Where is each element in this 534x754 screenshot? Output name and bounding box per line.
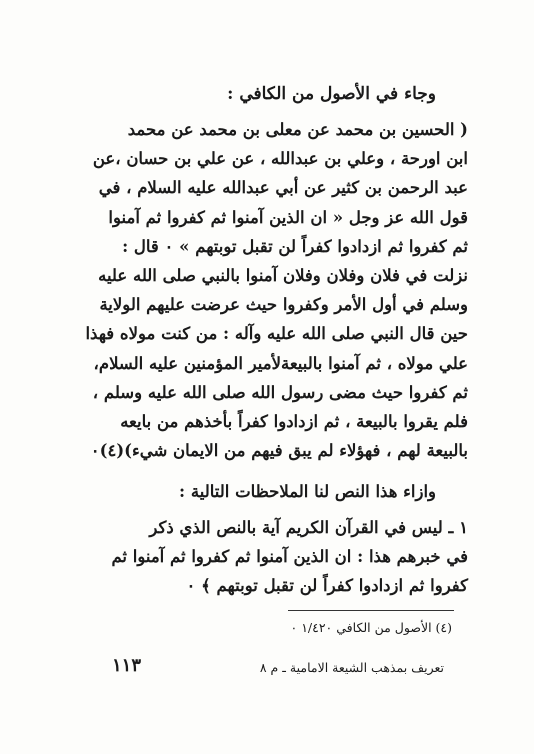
remarks-heading: وازاء هذا النص لنا الملاحظات التالية : — [179, 482, 436, 501]
remark-point-1 — [68, 513, 468, 601]
quote-line: قول الله عز وجل « ان الذين آمنوا ثم كفروا ثم آمنوا — [108, 207, 468, 227]
quote-line: عبد الرحمن بن كثير عن أبي عبدالله عليه السلام ، في — [98, 178, 468, 198]
quote-line: نزلت في فلان وفلان وفلان آمنوا بالنبي صلى الله عليه — [98, 265, 468, 285]
point-line: كفروا ثم ازدادوا كفراً لن تقبل توبتهم ﴾ ٠ — [186, 576, 468, 596]
quote-line: ثم كفروا حيث مضى رسول الله صلى الله عليه وسلم ، — [92, 382, 468, 402]
running-footer: تعريف بمذهب الشيعة الامامية ـ م ٨ — [259, 660, 444, 675]
quote-line: علي مولاه ، ثم آمنوا بالبيعةلأمير المؤمنين عليه السلام، — [93, 353, 468, 373]
quote-line: ابن اورحة ، وعلي بن عبدالله ، عن علي بن حسان ،عن — [92, 149, 468, 169]
quote-line: وسلم في أول الأمر وكفروا حيث عرضت عليهم الولاية — [99, 295, 468, 315]
footnote-divider — [288, 610, 454, 611]
quote-line: ثم كفروا ثم ازدادوا كفراً لن تقبل توبتهم » ٠ قال : — [122, 236, 468, 256]
point-line: ١ ـ ليس في القرآن الكريم آية بالنص الذي ذكر — [149, 518, 468, 537]
quote-line: بالبيعة لهم ، فهؤلاء لم يبق فيهم من الايمان شيء)(٤)٠ — [90, 441, 468, 461]
point-line: في خبرهم هذا : ان الذين آمنوا ثم كفروا ثم آمنوا ثم — [111, 547, 468, 567]
quote-line: فلم يقروا بالبيعة ، ثم ازدادوا كفراً بأخذهم من بايعه — [120, 411, 468, 431]
hadith-quote — [68, 115, 468, 465]
quote-line: حين قال النبي صلى الله عليه وآله : من كنت مولاه فهذا — [85, 324, 468, 344]
page-number: ١١٣ — [112, 655, 142, 676]
footnote: (٤) الأصول من الكافي ١/٤٢٠ ٠ — [290, 620, 452, 635]
section-heading: وجاء في الأصول من الكافي : — [227, 84, 436, 104]
quote-line: ( الحسين بن محمد عن معلى بن محمد عن محمد — [127, 120, 468, 139]
